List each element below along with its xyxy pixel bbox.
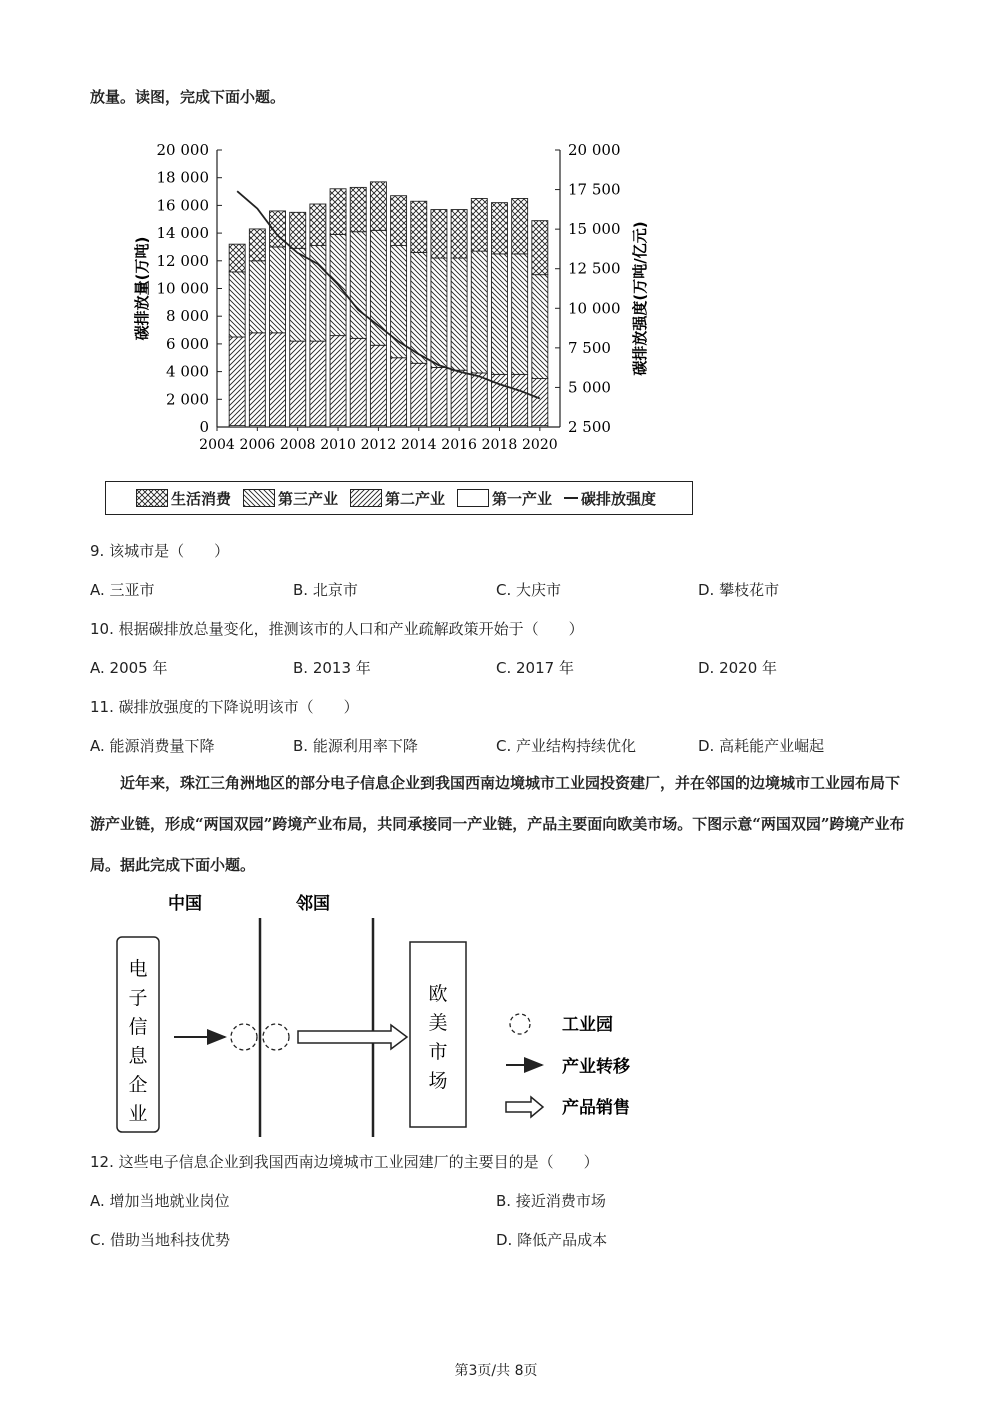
question-11: 11. 碳排放强度的下降说明该市（ ） [90,698,359,716]
enterprise-text-char: 电 [128,958,148,980]
q10-option-c[interactable]: C. 2017 年 [496,659,574,677]
passage-text: 近年来，珠江三角洲地区的部分电子信息企业到我国西南边境城市工业园投资建厂，并在邻国的边境城市工业园布局下游产业链，形成“两国双园”跨境产业布局，共同承接同一产业链，产品主要面向欧美市场。下图示意“两国双园”跨境产业布局。据此完成下面小题。 [90,774,905,874]
y-right-tick-label: 7 500 [568,338,611,357]
enterprise-text-char: 子 [128,987,148,1009]
legend-item-tertiary [243,488,338,509]
y-right-tick-label: 17 500 [568,180,621,199]
bar-segment-3 [391,196,407,246]
y-left-tick-label: 8 000 [166,307,209,326]
market-box [410,942,466,1127]
y-left-tick-label: 16 000 [156,196,209,215]
legend-sales-icon [506,1097,543,1117]
bar-segment-3 [532,221,548,275]
x-tick-label: 2006 [239,437,276,453]
question-9: 9. 该城市是（ ） [90,542,230,560]
bar-segment-3 [411,201,427,252]
y-right-tick-label: 15 000 [568,220,621,239]
q10-option-d[interactable]: D. 2020 年 [698,659,778,677]
y-left-tick-label: 20 000 [156,141,209,159]
bar-segment-1 [391,358,407,426]
legend-swatch-cross [136,489,168,507]
y-left-tick-label: 2 000 [166,390,209,409]
bar-segment-3 [330,189,346,235]
bar-segment-3 [249,229,265,261]
x-tick-label: 2004 [199,437,235,453]
bar-segment-1 [249,333,265,426]
legend-item-secondary [350,488,445,509]
bar-segment-2 [249,261,265,333]
y-left-tick-label: 12 000 [156,251,209,270]
legend-transfer-label: 产业转移 [562,1057,630,1077]
legend-item-living [136,488,231,509]
bar-segment-2 [370,230,386,345]
y-right-tick-label: 20 000 [568,141,621,159]
page-footer: 第3页/共 8页 [454,1363,538,1379]
x-tick-label: 2008 [279,437,316,453]
x-tick-label: 2020 [522,437,558,453]
bar-segment-2 [229,272,245,337]
two-country-park-diagram [110,885,670,1140]
y-left-tick-label: 14 000 [156,224,209,243]
bar-segment-3 [431,210,447,258]
legend-swatch-blank [457,489,489,507]
y-right-tick-label: 10 000 [568,299,621,318]
q11-option-d[interactable]: D. 高耗能产业崛起 [698,737,825,755]
industrial-park-china [231,1024,257,1050]
market-text-char: 市 [428,1041,448,1063]
x-tick-label: 2018 [481,437,518,453]
bar-segment-2 [532,275,548,379]
legend-item-intensity [564,488,656,509]
q11-option-b[interactable]: B. 能源利用率下降 [293,737,418,755]
legend-sales-label: 产品销售 [562,1098,630,1118]
bar-segment-3 [512,198,528,253]
x-tick-label: 2012 [360,437,397,453]
q9-option-a[interactable]: A. 三亚市 [90,581,155,599]
q12-option-d[interactable]: D. 降低产品成本 [496,1231,608,1249]
bar-segment-1 [229,337,245,426]
q12-option-a[interactable]: A. 增加当地就业岗位 [90,1192,230,1210]
legend-label-secondary: 第二产业 [384,489,445,508]
legend-label-tertiary: 第三产业 [277,489,338,508]
q11-option-c[interactable]: C. 产业结构持续优化 [496,737,637,755]
q11-option-a[interactable]: A. 能源消费量下降 [90,737,215,755]
y-left-tick-label: 0 [199,418,209,436]
bar-segment-1 [310,341,326,425]
y-right-tick-label: 12 500 [568,259,621,278]
x-tick-label: 2010 [320,437,356,453]
y-axis-left-label: 碳排放量(万吨) [133,236,151,341]
bar-segment-1 [411,363,427,425]
industrial-park-neighbor [263,1024,289,1050]
bar-segment-3 [350,187,366,231]
y-axis-right-label: 碳排放强度(万吨/亿元) [631,221,649,376]
chart-legend [105,481,693,515]
bar-segment-1 [350,338,366,425]
bar-segment-3 [471,198,487,251]
bar-segment-3 [370,182,386,230]
bar-segment-2 [512,254,528,374]
market-text-char: 美 [428,1012,448,1034]
label-china: 中国 [168,894,202,914]
bar-segment-2 [270,247,286,333]
bar-segment-3 [310,204,326,246]
bar-segment-3 [229,244,245,272]
q9-option-d[interactable]: D. 攀枝花市 [698,581,780,599]
bar-segment-3 [491,203,507,254]
bar-segment-1 [532,379,548,426]
bar-segment-2 [491,254,507,374]
question-10: 10. 根据碳排放总量变化，推测该市的人口和产业疏解政策开始于（ ） [90,620,584,638]
y-left-tick-label: 18 000 [156,168,209,187]
q12-option-c[interactable]: C. 借助当地科技优势 [90,1231,231,1249]
bar-segment-2 [451,258,467,370]
bar-segment-1 [431,367,447,425]
q9-option-b[interactable]: B. 北京市 [293,581,358,599]
market-text-char: 场 [428,1070,448,1092]
question-12: 12. 这些电子信息企业到我国西南边境城市工业园建厂的主要目的是（ ） [90,1153,599,1171]
x-tick-label: 2014 [400,437,437,453]
y-left-tick-label: 6 000 [166,334,209,353]
bar-segment-1 [471,373,487,426]
product-sales-arrow [298,1025,407,1049]
bar-segment-1 [451,370,467,425]
q10-option-a[interactable]: A. 2005 年 [90,659,168,677]
legend-label-living: 生活消费 [170,489,231,508]
legend-park-label: 工业园 [562,1015,613,1035]
bar-segment-2 [431,258,447,367]
bar-segment-1 [270,333,286,426]
legend-line-icon [564,497,578,499]
legend-label-intensity: 碳排放强度 [581,489,657,508]
bar-segment-1 [330,336,346,426]
legend-label-primary: 第一产业 [492,489,553,508]
legend-park-icon [510,1014,530,1034]
y-left-tick-label: 4 000 [166,362,209,381]
market-text-char: 欧 [428,983,448,1005]
bar-segment-1 [512,374,528,425]
y-left-tick-label: 10 000 [156,279,209,298]
label-neighbor: 邻国 [296,894,330,914]
y-right-tick-label: 2 500 [568,418,611,436]
bar-segment-3 [451,210,467,258]
enterprise-text-char: 业 [128,1103,148,1125]
q9-option-c[interactable]: C. 大庆市 [496,581,562,599]
bar-segment-2 [471,251,487,373]
legend-swatch-slash [350,489,382,507]
q12-option-b[interactable]: B. 接近消费市场 [496,1192,606,1210]
y-right-tick-label: 5 000 [568,378,611,397]
legend-item-primary [457,488,552,509]
carbon-emission-chart [95,130,655,470]
bar-segment-2 [290,248,306,341]
enterprise-text-char: 信 [128,1016,148,1038]
q10-option-b[interactable]: B. 2013 年 [293,659,371,677]
bar-segment-2 [350,232,366,339]
enterprise-text-char: 息 [128,1045,148,1067]
enterprise-text-char: 企 [128,1074,148,1096]
bar-segment-1 [370,345,386,425]
bar-segment-2 [411,252,427,363]
x-tick-label: 2016 [441,437,477,453]
intro-text: 放量。读图，完成下面小题。 [90,88,286,106]
bar-segment-3 [290,212,306,248]
legend-swatch-backslash [243,489,275,507]
bar-segment-1 [290,341,306,425]
